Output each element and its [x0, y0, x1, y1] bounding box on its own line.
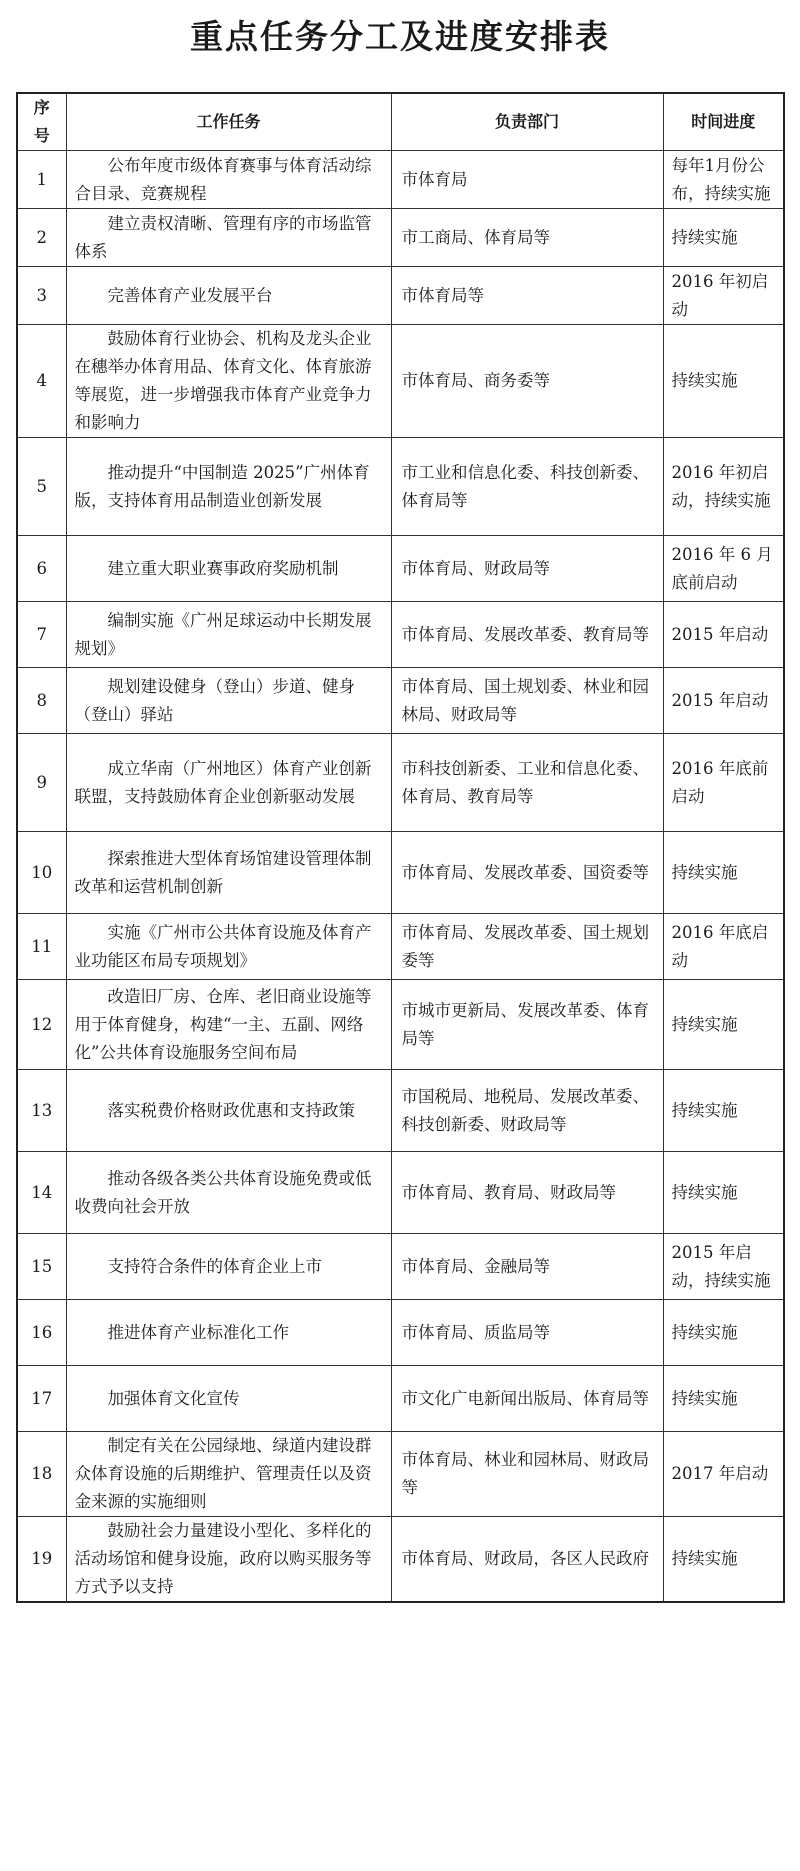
- dept-cell: 市科技创新委、工业和信息化委、体育局、教育局等: [391, 734, 663, 832]
- table-row: [17, 438, 784, 536]
- row-number: 16: [17, 1300, 66, 1366]
- table-row: [17, 734, 784, 832]
- time-cell: 持续实施: [663, 209, 784, 267]
- dept-cell: 市体育局、财政局，各区人民政府: [391, 1517, 663, 1603]
- row-number: 2: [17, 209, 66, 267]
- row-number: 17: [17, 1366, 66, 1432]
- time-cell: 2017 年启动: [663, 1432, 784, 1517]
- table-row: [17, 325, 784, 438]
- row-number: 3: [17, 267, 66, 325]
- page-title: 重点任务分工及进度安排表: [190, 17, 610, 56]
- dept-cell: 市国税局、地税局、发展改革委、科技创新委、财政局等: [391, 1070, 663, 1152]
- row-number: 8: [17, 668, 66, 734]
- table-row: [17, 209, 784, 267]
- time-cell: 持续实施: [663, 832, 784, 914]
- table-row: [17, 1366, 784, 1432]
- time-cell: 持续实施: [663, 980, 784, 1070]
- row-number: 10: [17, 832, 66, 914]
- task-cell: 实施《广州市公共体育设施及体育产业功能区布局专项规划》: [66, 914, 391, 980]
- time-cell: 2016 年初启动: [663, 267, 784, 325]
- row-number: 13: [17, 1070, 66, 1152]
- dept-cell: 市体育局、教育局、财政局等: [391, 1152, 663, 1234]
- table-row: [17, 914, 784, 980]
- row-number: 7: [17, 602, 66, 668]
- task-cell: 推进体育产业标准化工作: [66, 1300, 391, 1366]
- task-cell: 公布年度市级体育赛事与体育活动综合目录、竞赛规程: [66, 151, 391, 209]
- time-cell: 每年1月份公布，持续实施: [663, 151, 784, 209]
- dept-cell: 市工商局、体育局等: [391, 209, 663, 267]
- task-cell: 鼓励社会力量建设小型化、多样化的活动场馆和健身设施，政府以购买服务等方式予以支持: [66, 1517, 391, 1603]
- dept-cell: 市体育局等: [391, 267, 663, 325]
- time-cell: 2016 年初启动，持续实施: [663, 438, 784, 536]
- time-cell: 2015 年启动: [663, 668, 784, 734]
- row-number: 6: [17, 536, 66, 602]
- row-number: 14: [17, 1152, 66, 1234]
- dept-cell: 市体育局、发展改革委、国资委等: [391, 832, 663, 914]
- task-cell: 鼓励体育行业协会、机构及龙头企业在穗举办体育用品、体育文化、体育旅游等展览，进一步增强我市体育产业竞争力和影响力: [66, 325, 391, 438]
- task-cell: 加强体育文化宣传: [66, 1366, 391, 1432]
- row-number: 15: [17, 1234, 66, 1300]
- task-cell: 建立重大职业赛事政府奖励机制: [66, 536, 391, 602]
- row-number: 18: [17, 1432, 66, 1517]
- time-cell: 持续实施: [663, 1152, 784, 1234]
- time-cell: 持续实施: [663, 1300, 784, 1366]
- row-number: 12: [17, 980, 66, 1070]
- row-number: 11: [17, 914, 66, 980]
- time-cell: 2015 年启动: [663, 602, 784, 668]
- table-row: [17, 1070, 784, 1152]
- dept-cell: 市体育局、金融局等: [391, 1234, 663, 1300]
- row-number: 5: [17, 438, 66, 536]
- header-time: 时间进度: [663, 93, 784, 151]
- task-cell: 改造旧厂房、仓库、老旧商业设施等用于体育健身，构建“一主、五副、网络化”公共体育设施服务空间布局: [66, 980, 391, 1070]
- table-row: [17, 1300, 784, 1366]
- header-task: 工作任务: [66, 93, 391, 151]
- table-row: [17, 602, 784, 668]
- task-table: [16, 92, 785, 1603]
- dept-cell: 市体育局、财政局等: [391, 536, 663, 602]
- task-cell: 制定有关在公园绿地、绿道内建设群众体育设施的后期维护、管理责任以及资金来源的实施细则: [66, 1432, 391, 1517]
- dept-cell: 市体育局、质监局等: [391, 1300, 663, 1366]
- time-cell: 2015 年启动，持续实施: [663, 1234, 784, 1300]
- row-number: 1: [17, 151, 66, 209]
- table-row: [17, 980, 784, 1070]
- task-cell: 规划建设健身（登山）步道、健身（登山）驿站: [66, 668, 391, 734]
- dept-cell: 市体育局、国土规划委、林业和园林局、财政局等: [391, 668, 663, 734]
- table-row: [17, 536, 784, 602]
- task-cell: 成立华南（广州地区）体育产业创新联盟，支持鼓励体育企业创新驱动发展: [66, 734, 391, 832]
- task-cell: 推动各级各类公共体育设施免费或低收费向社会开放: [66, 1152, 391, 1234]
- row-number: 4: [17, 325, 66, 438]
- dept-cell: 市体育局、发展改革委、教育局等: [391, 602, 663, 668]
- task-cell: 建立责权清晰、管理有序的市场监管体系: [66, 209, 391, 267]
- dept-cell: 市城市更新局、发展改革委、体育局等: [391, 980, 663, 1070]
- task-cell: 支持符合条件的体育企业上市: [66, 1234, 391, 1300]
- header-dept: 负责部门: [391, 93, 663, 151]
- time-cell: 持续实施: [663, 1366, 784, 1432]
- dept-cell: 市体育局: [391, 151, 663, 209]
- table-row: [17, 1432, 784, 1517]
- time-cell: 持续实施: [663, 325, 784, 438]
- table-header-row: [17, 93, 784, 151]
- dept-cell: 市文化广电新闻出版局、体育局等: [391, 1366, 663, 1432]
- row-number: 9: [17, 734, 66, 832]
- table-row: [17, 1517, 784, 1603]
- table-row: [17, 267, 784, 325]
- table-row: [17, 832, 784, 914]
- task-cell: 落实税费价格财政优惠和支持政策: [66, 1070, 391, 1152]
- task-cell: 探索推进大型体育场馆建设管理体制改革和运营机制创新: [66, 832, 391, 914]
- time-cell: 持续实施: [663, 1070, 784, 1152]
- header-no: 序号: [17, 93, 66, 151]
- table-row: [17, 1234, 784, 1300]
- time-cell: 持续实施: [663, 1517, 784, 1603]
- table-row: [17, 1152, 784, 1234]
- dept-cell: 市体育局、商务委等: [391, 325, 663, 438]
- time-cell: 2016 年底启动: [663, 914, 784, 980]
- table-row: [17, 668, 784, 734]
- task-cell: 完善体育产业发展平台: [66, 267, 391, 325]
- row-number: 19: [17, 1517, 66, 1603]
- task-cell: 推动提升“中国制造 2025”广州体育版，支持体育用品制造业创新发展: [66, 438, 391, 536]
- table-row: [17, 151, 784, 209]
- dept-cell: 市工业和信息化委、科技创新委、体育局等: [391, 438, 663, 536]
- dept-cell: 市体育局、林业和园林局、财政局等: [391, 1432, 663, 1517]
- task-cell: 编制实施《广州足球运动中长期发展规划》: [66, 602, 391, 668]
- time-cell: 2016 年 6 月底前启动: [663, 536, 784, 602]
- time-cell: 2016 年底前启动: [663, 734, 784, 832]
- dept-cell: 市体育局、发展改革委、国土规划委等: [391, 914, 663, 980]
